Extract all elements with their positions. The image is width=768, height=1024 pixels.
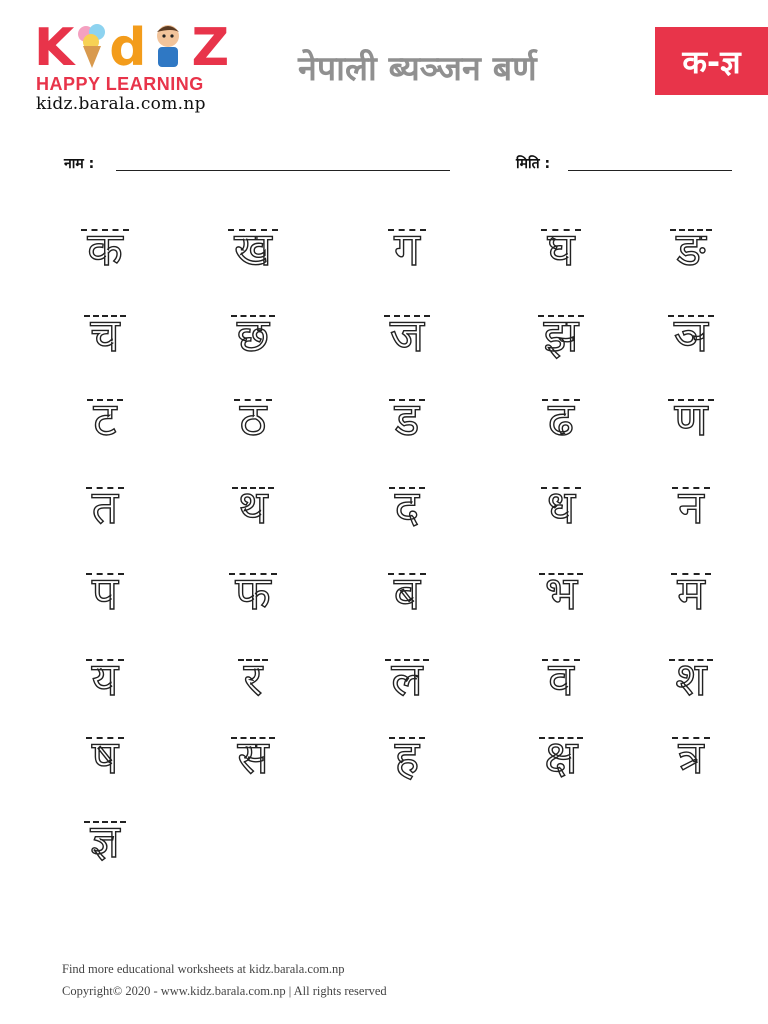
letter-glyph: त्र: [672, 726, 709, 788]
letter-glyph: द: [389, 476, 425, 538]
tracing-letter: [50, 562, 160, 628]
tracing-letter: [198, 476, 308, 542]
worksheet-title: नेपाली ब्यञ्जन बर्ण: [298, 49, 537, 89]
tracing-letter: [198, 218, 308, 284]
tracing-letter: [50, 648, 160, 714]
letter-range-badge: [655, 27, 768, 95]
name-field[interactable]: [116, 170, 450, 171]
tracing-letter: [506, 648, 616, 714]
letter-glyph: ज्ञ: [84, 810, 126, 872]
tracing-letter: [636, 218, 746, 284]
tracing-letter: [198, 388, 308, 454]
date-field[interactable]: [568, 170, 732, 171]
letter-glyph: घ: [541, 218, 580, 280]
letter-glyph: ख: [228, 218, 278, 280]
date-label: मिति :: [516, 156, 551, 172]
letter-glyph: ध: [541, 476, 581, 538]
logo-letter-d: d: [109, 18, 148, 78]
tracing-letter: [506, 304, 616, 370]
tracing-letter: [352, 218, 462, 284]
tracing-letter: [636, 388, 746, 454]
letter-glyph: म: [671, 562, 711, 624]
letter-glyph: ठ: [234, 388, 273, 450]
letter-glyph: ब: [388, 562, 426, 624]
tracing-letter: [506, 726, 616, 792]
tracing-letter: [506, 476, 616, 542]
tracing-letter: [636, 562, 746, 628]
name-label: नाम :: [64, 156, 95, 172]
tracing-letter: [352, 648, 462, 714]
letter-glyph: ह: [389, 726, 425, 788]
letter-glyph: व: [542, 648, 580, 710]
tracing-letter: [198, 648, 308, 714]
letter-glyph: थ: [232, 476, 273, 538]
tracing-letter: [352, 726, 462, 792]
tracing-letter: [506, 562, 616, 628]
tracing-letter: [50, 218, 160, 284]
tracing-letter: [50, 810, 160, 876]
logo-site-url: kidz.barala.com.np: [36, 94, 206, 114]
tracing-letter: [352, 562, 462, 628]
kid-cartoon-icon: [148, 22, 192, 66]
tracing-letter: [50, 388, 160, 454]
tracing-letter: [636, 304, 746, 370]
letter-glyph: ढ: [542, 388, 580, 450]
letter-glyph: स: [231, 726, 274, 788]
letter-glyph: श: [669, 648, 712, 710]
tracing-letter: [636, 476, 746, 542]
tracing-letter: [198, 304, 308, 370]
ice-cream-icon: [75, 22, 109, 66]
letter-glyph: ज: [384, 304, 430, 366]
letter-glyph: ट: [87, 388, 122, 450]
letter-glyph: क्ष: [539, 726, 584, 788]
logo-tagline: HAPPY LEARNING: [36, 74, 204, 94]
logo-letter-k: K: [34, 18, 76, 78]
tracing-letter: [352, 388, 462, 454]
letter-glyph: ञ: [668, 304, 714, 366]
letter-glyph: य: [86, 648, 125, 710]
letter-glyph: न: [672, 476, 710, 538]
tracing-letter: [352, 304, 462, 370]
footer-more-worksheets: Find more educational worksheets at kidz.barala.com.np: [62, 962, 345, 976]
letter-range-label: क-ज्ञ: [682, 42, 741, 81]
logo-wordmark: [34, 18, 231, 78]
footer-copyright: Copyright© 2020 - www.kidz.barala.com.np | All rights reserved: [62, 984, 387, 998]
letter-glyph: त: [86, 476, 124, 538]
letter-glyph: ष: [86, 726, 125, 788]
tracing-letter: [636, 726, 746, 792]
letter-glyph: प: [86, 562, 124, 624]
tracing-letter: [50, 304, 160, 370]
logo-letter-z: Z: [191, 18, 231, 78]
letter-glyph: ल: [385, 648, 428, 710]
letter-glyph: भ: [539, 562, 583, 624]
tracing-letter: [506, 388, 616, 454]
tracing-letter: [198, 726, 308, 792]
tracing-letter: [636, 648, 746, 714]
tracing-letter: [506, 218, 616, 284]
letter-glyph: च: [84, 304, 125, 366]
kidz-logo: [34, 18, 284, 117]
tracing-letter: [50, 476, 160, 542]
letter-glyph: ङ: [670, 218, 711, 280]
tracing-letter: [50, 726, 160, 792]
letter-glyph: छ: [231, 304, 275, 366]
letter-glyph: क: [81, 218, 128, 280]
letter-glyph: ग: [388, 218, 426, 280]
letter-glyph: फ: [229, 562, 276, 624]
letter-glyph: र: [238, 648, 269, 710]
letter-glyph: ड: [389, 388, 426, 450]
tracing-letter: [352, 476, 462, 542]
tracing-letter: [198, 562, 308, 628]
letter-glyph: झ: [538, 304, 585, 366]
letter-glyph: ण: [668, 388, 713, 450]
